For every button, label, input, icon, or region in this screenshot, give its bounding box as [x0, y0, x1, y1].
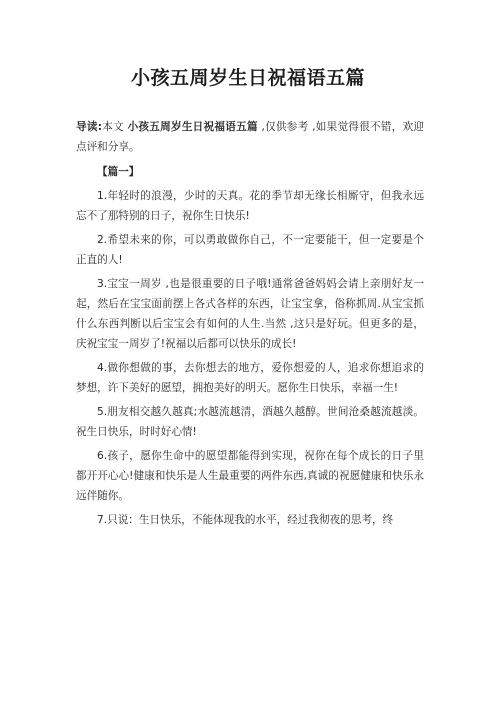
- paragraph-1: 1.年轻时的浪漫，少时的天真。花的季节却无缘长相厮守，但我永远忘不了那特别的日子，祝你生日快乐!: [76, 190, 424, 222]
- document-body: [76, 117, 424, 534]
- paragraph-4: 4.做你想做的事，去你想去的地方，爱你想爱的人，追求你想追求的梦想，许下美好的愿望，拥抱美好的明天。愿你生日快乐，幸福一生!: [76, 362, 424, 394]
- paragraph-5: 5.朋友相交越久越真;水越流越清，酒越久越醇。世间沧桑越流越淡。祝生日快乐，时时好心情!: [76, 406, 424, 438]
- paragraph-2: 2.希望未来的你，可以勇敢做你自己，不一定要能干，但一定要是个正直的人!: [76, 234, 424, 266]
- paragraph-7: 7.只说：生日快乐，不能体现我的水平，经过我彻夜的思考，终: [97, 514, 394, 526]
- section-heading: 【篇一】: [97, 166, 140, 178]
- intro-text-before: 本文: [101, 121, 128, 133]
- paragraph-6: 6.孩子，愿你生命中的愿望都能得到实现，祝你在每个成长的日子里都开开心心!健康和快乐是人生最重要的两件东西,真诚的祝愿健康和快乐永远伴随你。: [76, 450, 424, 502]
- paragraph-3: 3.宝宝一周岁 ,也是很重要的日子哦!通常爸爸妈妈会请上亲朋好友一起，然后在宝宝面前摆上各式各样的东西，让宝宝拿，俗称抓周.从宝宝抓什么东西判断以后宝宝会有如何的人生.当然 ,这只是好玩。但更多的是，庆祝宝宝一周岁了!祝福以后都可以快乐的成长!: [76, 278, 424, 350]
- intro-text-after: ,仅供参考 ,如果觉得很不错，欢迎点评和分享。: [76, 121, 425, 153]
- intro-lead-label: 导读:: [76, 121, 102, 133]
- intro-doc-title: 小孩五周岁生日祝福语五篇: [127, 121, 258, 133]
- document-title: 小孩五周岁生日祝福语五篇: [130, 67, 365, 89]
- intro-paragraph: [76, 117, 424, 157]
